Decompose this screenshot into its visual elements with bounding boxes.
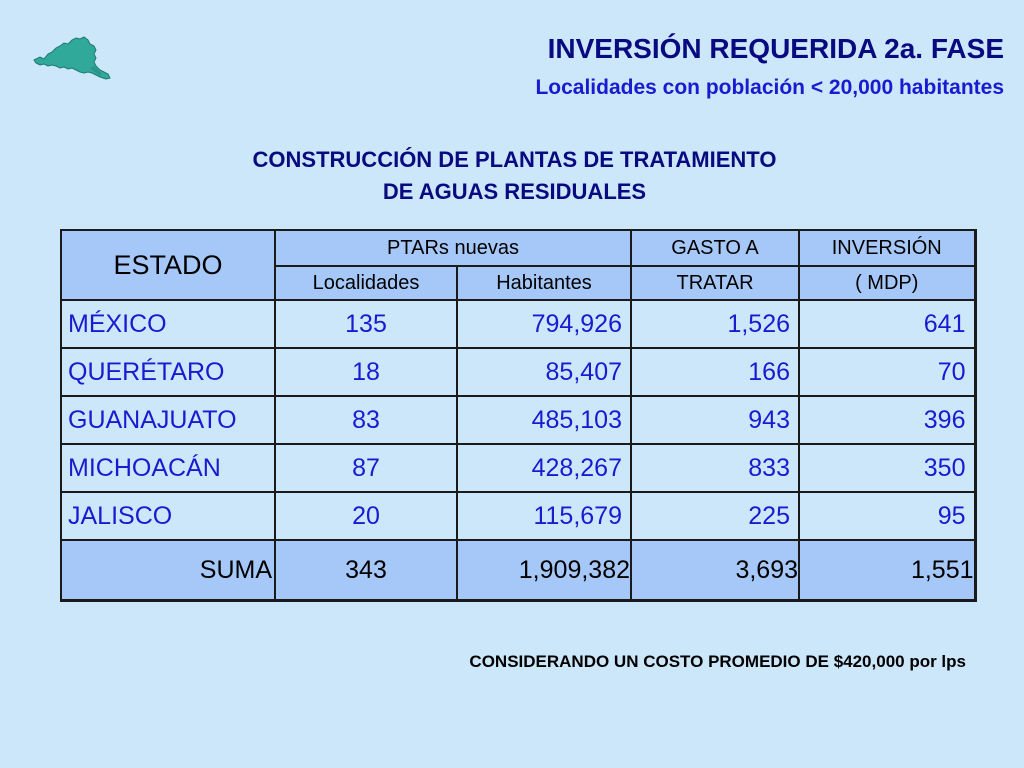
- cell-gasto: 943: [631, 396, 799, 444]
- cell-estado: GUANAJUATO: [61, 396, 275, 444]
- cell-estado: QUERÉTARO: [61, 348, 275, 396]
- header-habitantes: Habitantes: [457, 266, 631, 300]
- cell-gasto: 225: [631, 492, 799, 540]
- section-heading-line-1: CONSTRUCCIÓN DE PLANTAS DE TRATAMIENTO: [252, 147, 777, 172]
- cell-localidades: 135: [275, 300, 457, 348]
- sum-localidades: 343: [275, 540, 457, 601]
- page-title: INVERSIÓN REQUERIDA 2a. FASE: [547, 33, 1004, 64]
- cell-inversion: 396: [799, 396, 975, 444]
- cell-estado: MÉXICO: [61, 300, 275, 348]
- sum-gasto: 3,693: [631, 540, 799, 601]
- cell-habitantes: 428,267: [457, 444, 631, 492]
- cell-habitantes: 85,407: [457, 348, 631, 396]
- header-inversion-line-1: INVERSIÓN: [799, 230, 975, 266]
- cell-inversion: 70: [799, 348, 975, 396]
- table-row: [61, 300, 975, 348]
- sum-label: SUMA: [61, 540, 275, 601]
- section-heading-line-2: DE AGUAS RESIDUALES: [382, 179, 647, 204]
- cell-localidades: 83: [275, 396, 457, 444]
- sum-habitantes: 1,909,382: [457, 540, 631, 601]
- region-map-icon: [30, 32, 114, 82]
- cell-gasto: 166: [631, 348, 799, 396]
- cost-note: CONSIDERANDO UN COSTO PROMEDIO DE $420,000 por lps: [469, 652, 966, 671]
- cell-estado: MICHOACÁN: [61, 444, 275, 492]
- cell-habitantes: 485,103: [457, 396, 631, 444]
- header-gasto-line-2: TRATAR: [631, 266, 799, 300]
- cell-habitantes: 794,926: [457, 300, 631, 348]
- cell-localidades: 87: [275, 444, 457, 492]
- sum-inversion: 1,551: [799, 540, 975, 601]
- header-localidades: Localidades: [275, 266, 457, 300]
- header-gasto-line-1: GASTO A: [631, 230, 799, 266]
- cell-estado: JALISCO: [61, 492, 275, 540]
- sum-row: [61, 540, 975, 601]
- cell-gasto: 1,526: [631, 300, 799, 348]
- cell-habitantes: 115,679: [457, 492, 631, 540]
- header-inversion-line-2: ( MDP): [799, 266, 975, 300]
- table-row: [61, 444, 975, 492]
- table-row: [61, 492, 975, 540]
- header-estado: ESTADO: [61, 230, 275, 300]
- table-row: [61, 396, 975, 444]
- header-ptars: PTARs nuevas: [275, 230, 631, 266]
- cell-localidades: 20: [275, 492, 457, 540]
- cell-gasto: 833: [631, 444, 799, 492]
- section-heading: [0, 144, 1024, 208]
- cell-inversion: 641: [799, 300, 975, 348]
- page-subtitle: Localidades con población < 20,000 habitantes: [535, 76, 1004, 99]
- cell-inversion: 350: [799, 444, 975, 492]
- cell-inversion: 95: [799, 492, 975, 540]
- investment-table: [60, 229, 977, 602]
- cell-localidades: 18: [275, 348, 457, 396]
- table-row: [61, 348, 975, 396]
